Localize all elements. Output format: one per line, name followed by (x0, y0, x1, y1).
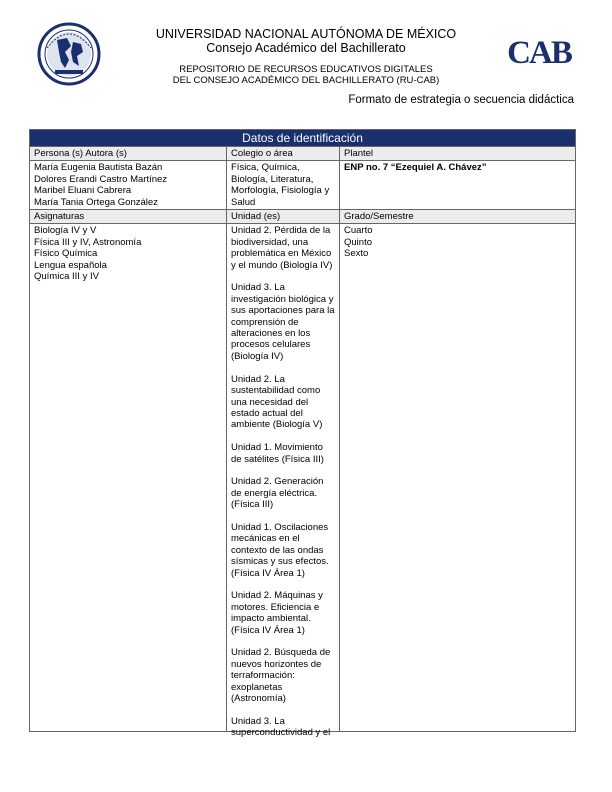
author-name: Dolores Erandi Castro Martínez (34, 173, 168, 185)
unidades-cell (227, 224, 340, 739)
asignatura-item: Física III y IV, Astronomía (34, 236, 142, 248)
svg-text:CAB: CAB (507, 35, 571, 71)
grado-item: Quinto (344, 236, 372, 248)
asignatura-item: Química III y IV (34, 271, 99, 283)
unidad-item: Unidad 3. La superconductividad y el (231, 715, 331, 739)
identification-table (29, 129, 576, 739)
unidad-item: Unidad 2. Pérdida de la biodiversidad, una problemática en México y el mundo (Biología IV) (231, 225, 333, 271)
asignatura-item: Biología IV y V (34, 225, 97, 237)
plantel-cell: ENP no. 7 “Ezequiel A. Chávez” (340, 161, 576, 210)
unidad-item: Unidad 3. La investigación biológica y sus aportaciones para la comprensión de alteraciones en los procesos celulares (Biología IV) (231, 282, 335, 362)
document-header (120, 27, 492, 86)
header-authors: Persona (s) Autora (s) (30, 147, 227, 161)
asignatura-item: Lengua española (34, 259, 107, 271)
repository-line-2: DEL CONSEJO ACADÉMICO DEL BACHILLERATO (RU-CAB) (172, 75, 440, 86)
format-subtitle: Formato de estrategia o secuencia didáctica (348, 94, 574, 106)
header-plantel: Plantel (340, 147, 576, 161)
asignatura-item: Físico Química (34, 248, 98, 260)
header-colegio: Colegio o área (227, 147, 340, 161)
author-name: María Tania Ortega González (34, 196, 158, 208)
council-name: Consejo Académico del Bachillerato (206, 41, 406, 55)
university-name: UNIVERSIDAD NACIONAL AUTÓNOMA DE MÉXICO (155, 27, 457, 41)
unam-seal-logo (37, 22, 101, 86)
header-grado: Grado/Semestre (340, 210, 576, 224)
header-asignaturas: Asignaturas (30, 210, 227, 224)
author-name: Maribel Eluani Cabrera (34, 185, 132, 197)
cab-logo (503, 33, 575, 69)
grado-item: Cuarto (344, 225, 373, 237)
authors-cell (30, 161, 227, 210)
grado-cell (340, 224, 576, 732)
asignaturas-cell (30, 224, 227, 732)
table-title: Datos de identificación (30, 130, 576, 147)
repository-line-1: REPOSITORIO DE RECURSOS EDUCATIVOS DIGITALES (179, 64, 433, 75)
unidad-item: Unidad 1. Oscilaciones mecánicas en el contexto de las ondas sísmicas y sus efectos. (Física IV Área 1) (231, 521, 329, 579)
header-unidades: Unidad (es) (227, 210, 340, 224)
unidad-item: Unidad 1. Movimiento de satélites (Física III) (231, 442, 324, 465)
unidad-item: Unidad 2. Generación de energía eléctrica. (Física III) (231, 476, 324, 511)
author-name: María Eugenia Bautista Bazán (34, 162, 163, 174)
grado-item: Sexto (344, 248, 369, 260)
unidad-item: Unidad 2. Búsqueda de nuevos horizontes de terraformación: exoplanetas (Astronomía) (231, 647, 331, 704)
unidad-item: Unidad 2. La sustentabilidad como una necesidad del estado actual del ambiente (Biología V) (231, 373, 323, 431)
colegio-cell: Física, Química, Biología, Literatura, Morfología, Fisiología y Salud (227, 161, 340, 210)
unidad-item: Unidad 2. Máquinas y motores. Eficiencia e impacto ambiental. (Física IV Área 1) (231, 590, 323, 636)
